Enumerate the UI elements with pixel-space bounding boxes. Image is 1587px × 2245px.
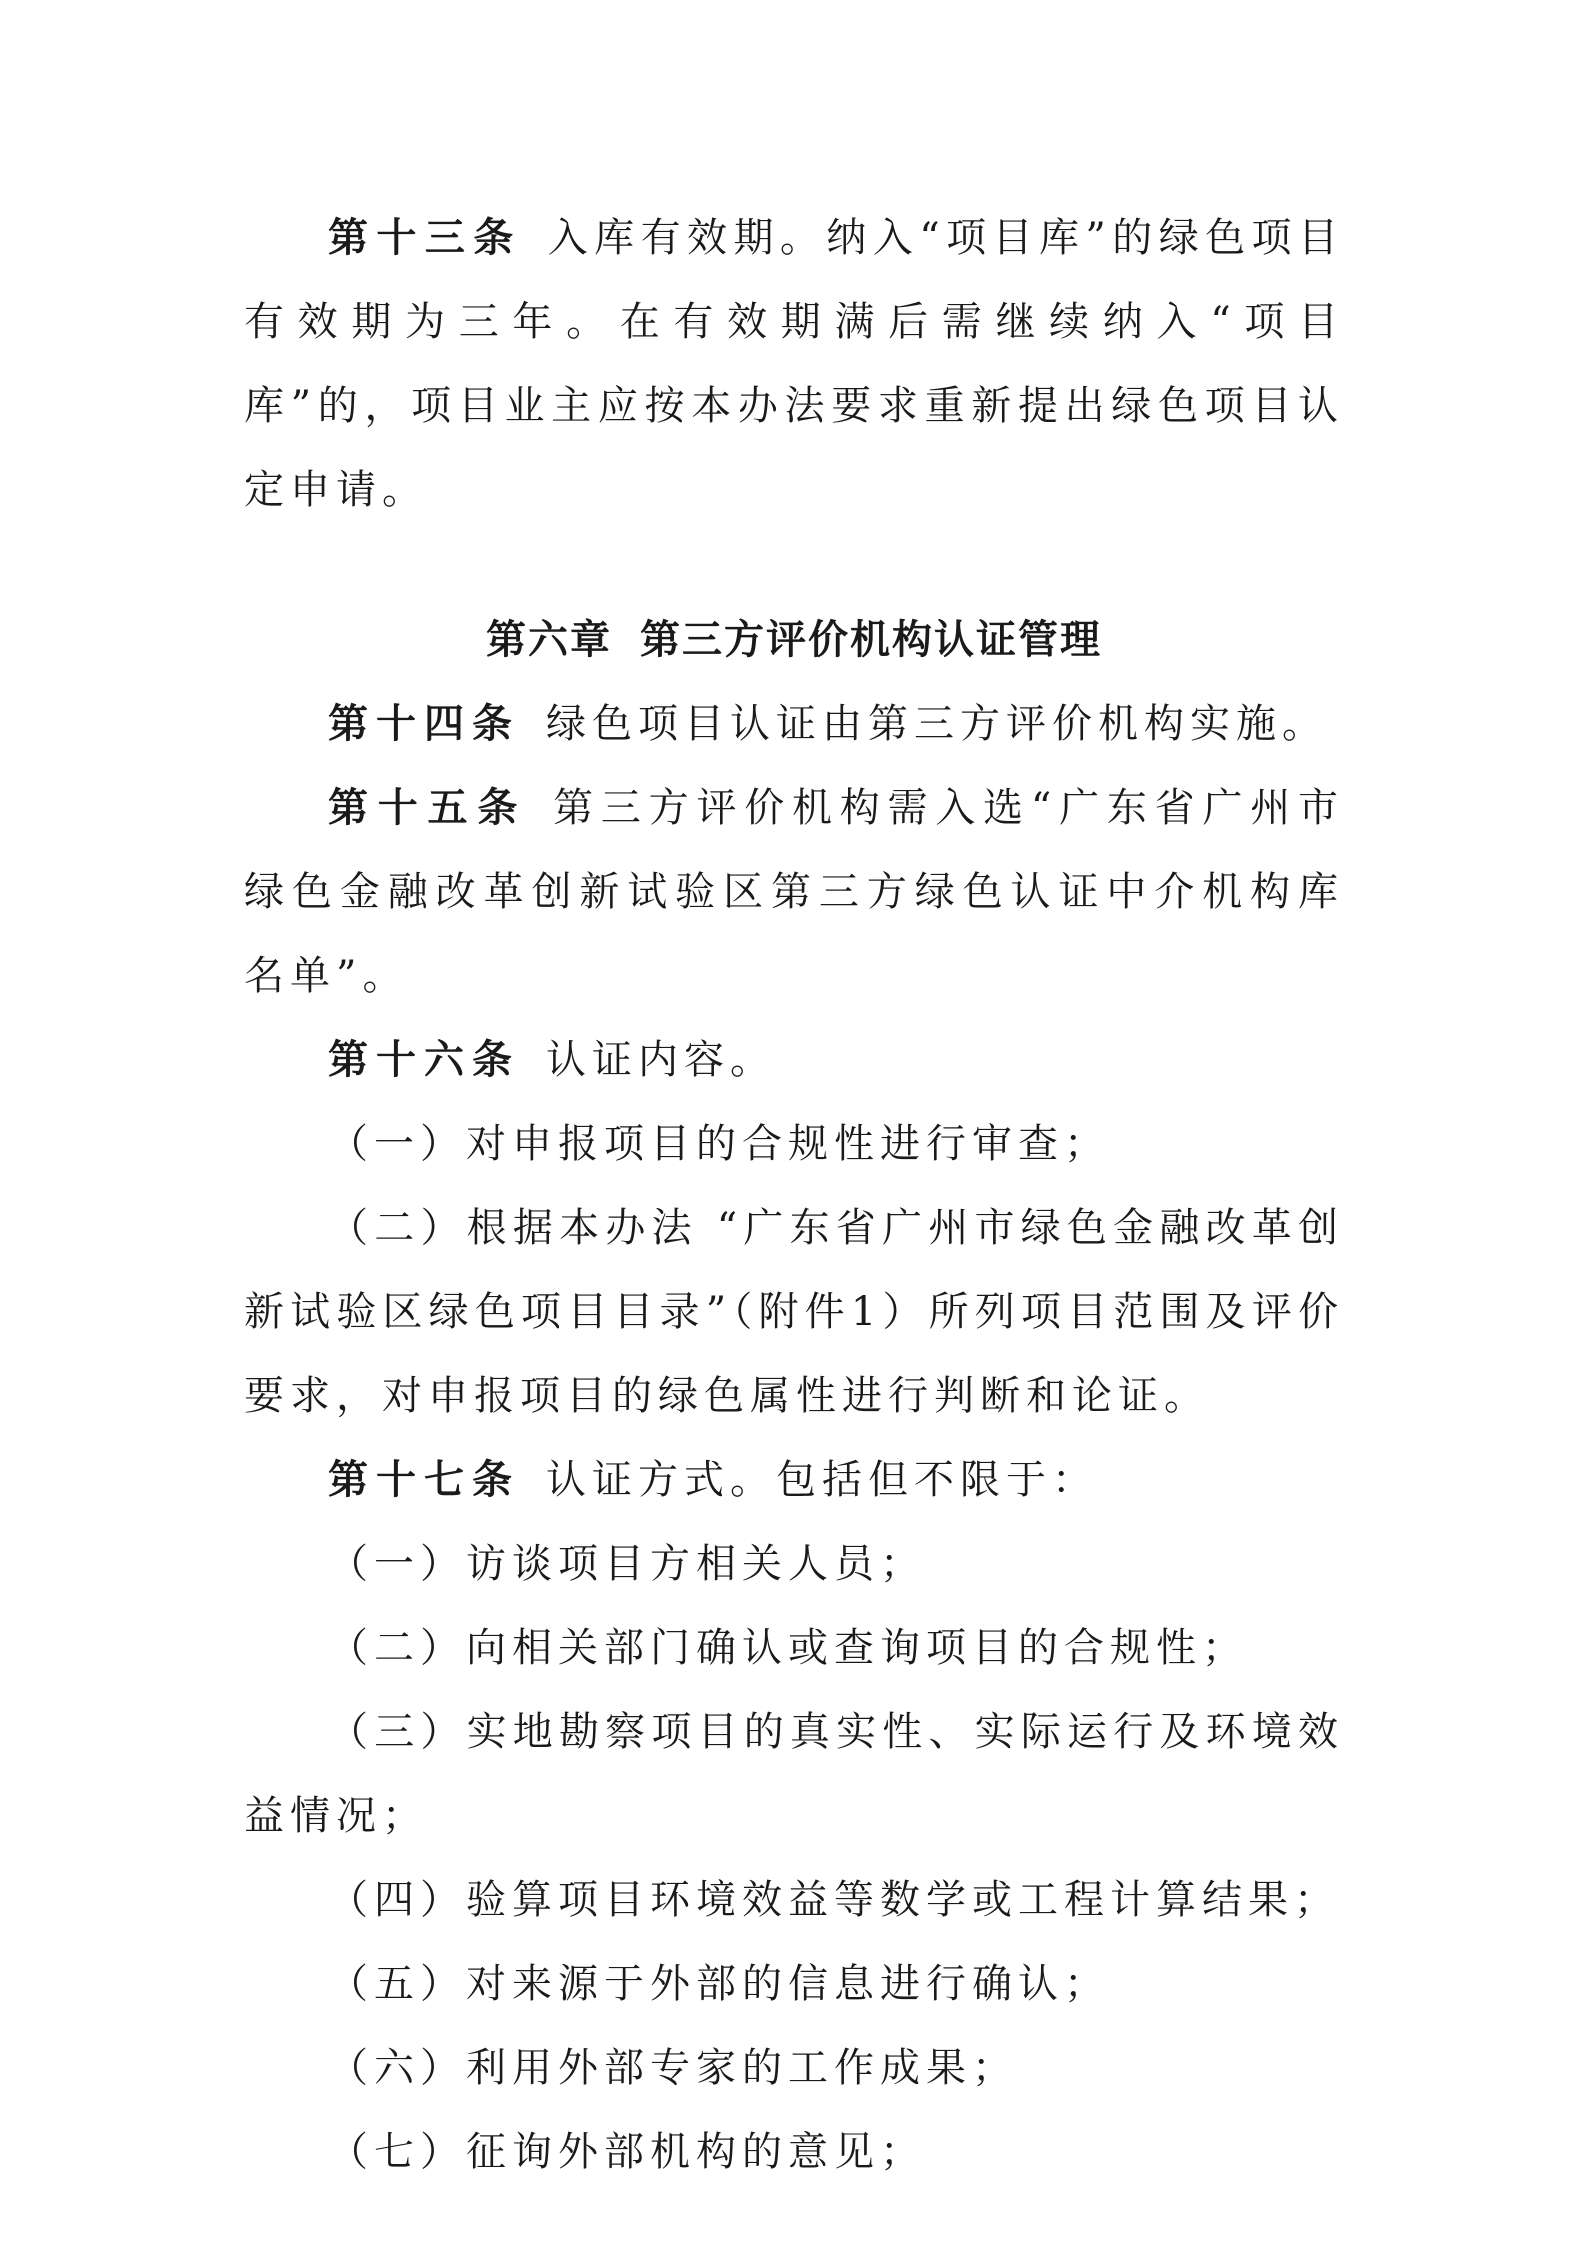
chapter-6-heading xyxy=(244,598,1344,682)
article-15 xyxy=(244,766,1344,1018)
chapter-6-number: 第六章 xyxy=(486,617,612,663)
document-body xyxy=(244,196,1344,2194)
article-13-text: 入库有效期。纳入“项目库”的绿色项目有效期为三年。在有效期满后需继续纳入“项目库”的，项目业主应按本办法要求重新提出绿色项目认定申请。 xyxy=(244,215,1344,513)
article-13-label: 第十三条 xyxy=(328,214,522,261)
article-16-item: （一）对申报项目的合规性进行审查； xyxy=(328,1121,1110,1167)
article-15-text: 第三方评价机构需入选“广东省广州市绿色金融改革创新试验区第三方绿色认证中介机构库名单”。 xyxy=(244,785,1344,999)
article-16 xyxy=(244,1018,1344,1102)
article-14-text: 绿色项目认证由第三方评价机构实施。 xyxy=(546,701,1328,747)
article-14 xyxy=(244,682,1344,766)
article-17-item: （五）对来源于外部的信息进行确认； xyxy=(328,1961,1110,2007)
article-15-label: 第十五条 xyxy=(328,784,528,831)
article-14-label: 第十四条 xyxy=(328,700,520,747)
article-17-item: （七）征询外部机构的意见； xyxy=(328,2129,926,2175)
article-16-text: 认证内容。 xyxy=(546,1037,776,1083)
article-17-text: 认证方式。包括但不限于： xyxy=(546,1457,1098,1503)
article-17-item: （二）向相关部门确认或查询项目的合规性； xyxy=(328,1625,1248,1671)
article-17-item: （三）实地勘察项目的真实性、实际运行及环境效益情况； xyxy=(244,1709,1344,1839)
article-13 xyxy=(244,196,1344,532)
article-16-item: （二）根据本办法 “广东省广州市绿色金融改革创新试验区绿色项目目录”（附件1）所列项目范围及评价要求，对申报项目的绿色属性进行判断和论证。 xyxy=(244,1205,1344,1419)
article-17-item: （一）访谈项目方相关人员； xyxy=(328,1541,926,1587)
article-17-item: （四）验算项目环境效益等数学或工程计算结果； xyxy=(328,1877,1340,1923)
article-16-label: 第十六条 xyxy=(328,1036,520,1083)
article-17-label: 第十七条 xyxy=(328,1456,520,1503)
article-17-item: （六）利用外部专家的工作成果； xyxy=(328,2045,1018,2091)
article-17 xyxy=(244,1438,1344,1522)
chapter-6-title: 第三方评价机构认证管理 xyxy=(640,617,1102,663)
